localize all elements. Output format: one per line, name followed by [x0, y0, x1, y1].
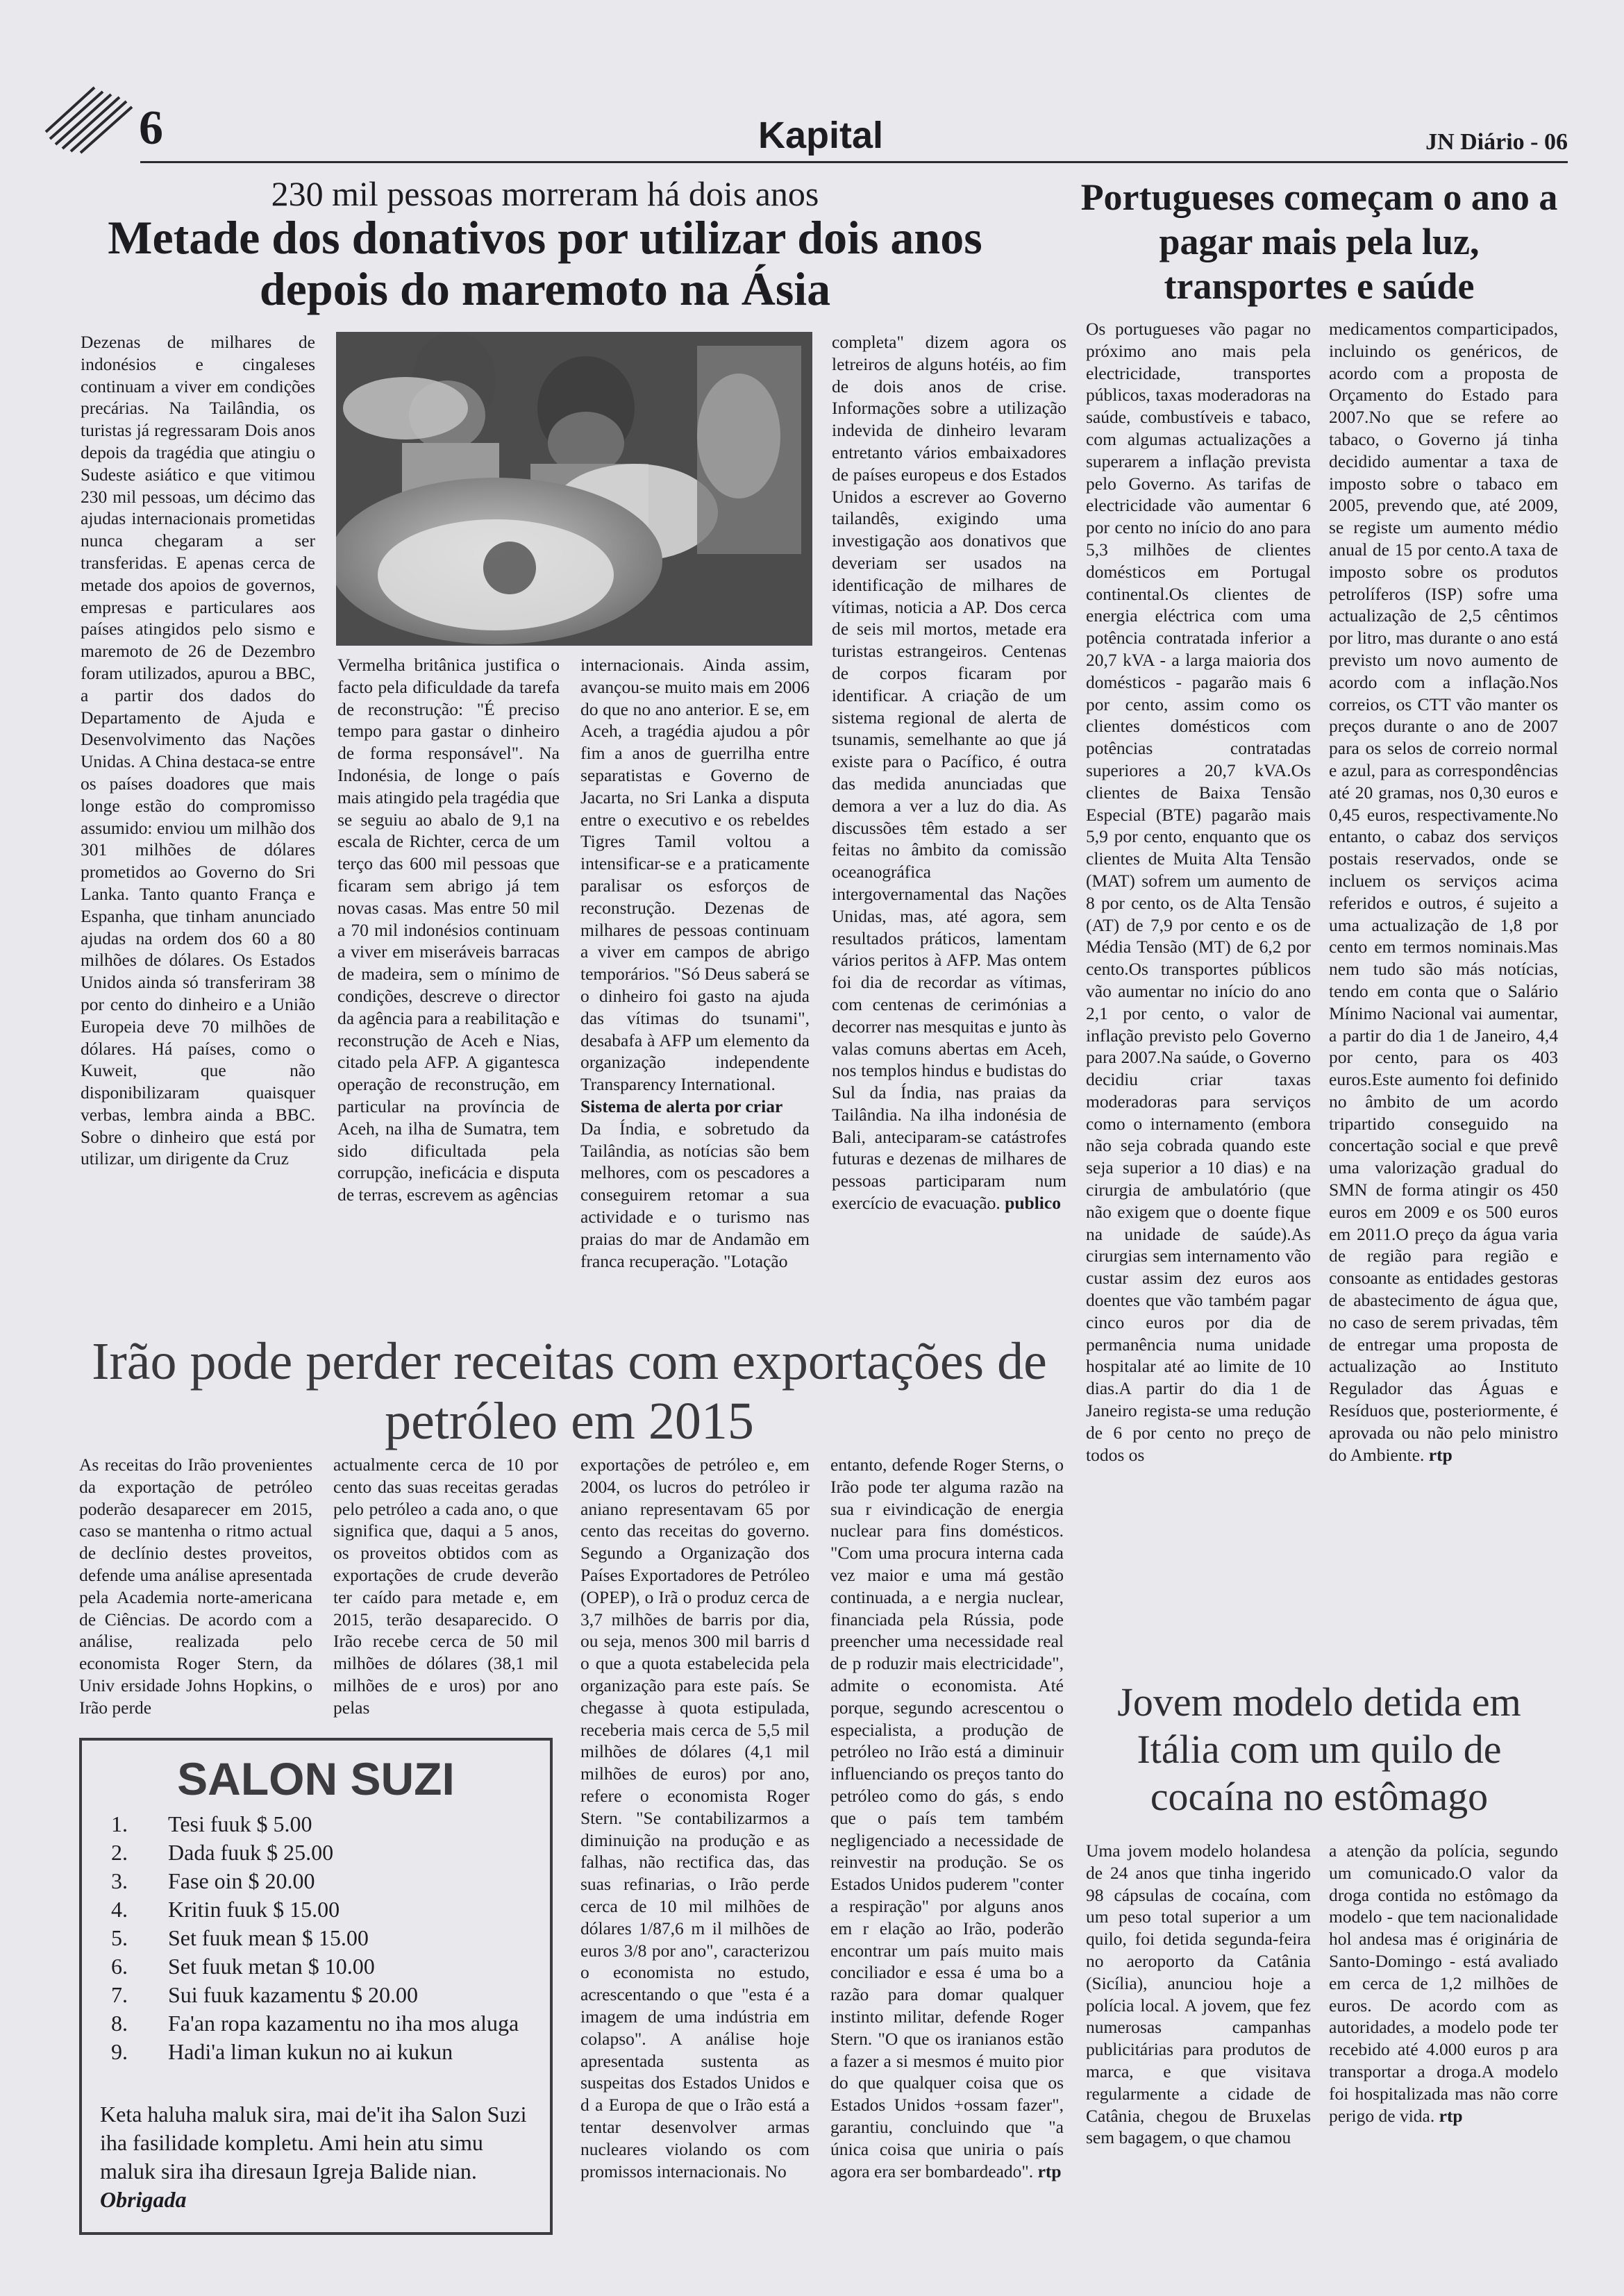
issue-label: JN Diário - 06: [1425, 129, 1568, 155]
article1-column-1: [81, 331, 315, 1170]
ad-thanks: Obrigada: [100, 2187, 187, 2212]
ad-title: SALON SUZI: [177, 1753, 455, 1804]
article1-column-3: [580, 654, 810, 1272]
article2-col2-text: actualmente cerca de 10 por cento das suas receitas geradas pelo petróleo a cada ano, o que significa que, daqui a 5 anos, os proveitos obtidos com as exportações de crude deverão ter caído para metade e, em 2015, terão desaparecido. O Irão recebe cerca de 50 mil milhões de dólares (38,1 mil milhões de e uros) por ano pelas: [333, 1455, 558, 1718]
article1-signature: publico: [1005, 1193, 1061, 1214]
article3-column-1: [1086, 318, 1311, 1466]
article4-column-2: [1329, 1840, 1558, 2127]
article3-col1-text: Os portugueses vão pagar no próximo ano mais pela electricidade, transportes públicos, taxas moderadoras na saúde, combustíveis e tabaco, com algumas actualizações a superarem a inflação prevista pelo Governo. As tarifas de electricidade vão aumentar 6 por cento no início do ano para 5,3 milhões de clientes domésticos em Portugal continental.Os clientes de energia eléctrica com uma potência contratada inferior a 20,7 kVA - a larga maioria dos domésticos - pagarão mais 6 por cento, assim como os clientes domésticos com potências contratadas superiores a 20,7 kVA.Os clientes de Baixa Tensão Especial (BTE) pagarão mais 5,9 por cento, enquanto que os clientes de Muita Alta Tensão (MAT) sofrem um aumento de 8 por cento, os de Alta Tensão (AT) de 7,9 por cento e os de Média Tensão (MT) de 6,2 por cento.Os transportes públicos vão aumentar no início do ano 2,1 por cento, o valor de inflação previsto pelo Governo para 2007.Na saúde, o Governo decidiu criar taxas moderadoras para serviços como o internamento (embora não seja cobrada quando este seja superior a 10 dias) e na cirurgia de ambulatório (que não exigem que o doente fique na unidade de saúde).As cirurgias sem internamento vão custar assim dez euros aos doentes que vão também pagar cinco euros por dia de permanência numa unidade hospitalar até ao limite de 10 dias.A partir do dia 1 de Janeiro regista-se uma redução de 6 por cento no preço de todos os: [1086, 319, 1311, 1465]
ad-item: 9. Hadi'a liman kukun no ai kukun: [111, 2039, 453, 2064]
article2-col1-text: As receitas do Irão provenientes da exportação de petróleo poderão desaparecer em 2015, caso se mantenha o ritmo actual de declínio destes proveitos, defende uma análise apresentada pela Academia norte-americana de Ciências. De acordo com a análise, realizada pelo economista Roger Stern, da Univ ersidade Johns Hopkins, o Irão perde: [79, 1455, 312, 1718]
hatch-logo-icon: [43, 83, 147, 160]
article4-signature: rtp: [1439, 2105, 1463, 2126]
article2-headline: Irão pode perder receitas com exportações de petróleo em 2015: [92, 1332, 1047, 1450]
ad-item: 1. Tesi fuuk $ 5.00: [111, 1811, 312, 1836]
photo-children-eating-icon: [336, 332, 812, 646]
article1-col3-text: internacionais. Ainda assim, avançou-se muito mais em 2006 do que no ano anterior. E se, em Aceh, a tragédia ajudou a pôr fim a anos de guerrilha entre separatistas e Governo de Jacarta, no Sri Lanka a disputa entre o executivo e os rebeldes Tigres Tamil voltou a intensificar-se e a praticamente paralisar os esforços de reconstrução. Dezenas de milhares de pessoas continuam a viver em campos de abrigo temporários. "Só Deus saberá se o dinheiro foi gasto na ajuda das vítimas do tsunami", desabafa à AFP um elemento da organização independente Transparency International.: [580, 655, 810, 1095]
ad-item: 2. Dada fuuk $ 25.00: [111, 1840, 334, 1865]
section-title: Kapital: [758, 115, 884, 156]
article1-subhead: Sistema de alerta por criar: [580, 1096, 783, 1116]
article1-headline: Metade dos donativos por utilizar dois anos depois do maremoto na Ásia: [108, 211, 982, 315]
ad-price-list: [99, 1810, 543, 2066]
article2-col3-text: exportações de petróleo e, em 2004, os lucros do petróleo ir aniano representavam 65 por cento das receitas do governo. Segundo a Organização dos Países Exportadores de Petróleo (OPEP), o Irã o produz cerca de 3,7 milhões de barris por dia, ou seja, menos 300 mil barris d o que a quota estabelecida pela organização para este país. Se chegasse à quota estipulada, receberia mais cerca de 5,5 mil milhões de dólares (4,1 mil milhões de euros) por ano, refere o economista Roger Stern. "Se contabilizarmos a diminuição na produção e as falhas, não rectifica das, das suas refinarias, o Irão perde cerca de 10 mil milhões de dólares 1/87,6 m il milhões de euros 3/8 por ano", caracterizou o economista no estudo, acrescentando o que "esta é a imagem de uma indústria em colapso". A análise hoje apresentada sustenta as suspeitas dos Estados Unidos e d a Europa de que o Irão está a tentar desenvolver armas nucleares violando os com promissos internacionais. No: [580, 1455, 810, 2181]
article4-headline: Jovem modelo detida em Itália com um quilo de cocaína no estômago: [1117, 1679, 1521, 1819]
ad-item: 8. Fa'an ropa kazamentu no iha mos aluga: [111, 2011, 519, 2036]
article1-col2-text: Vermelha britânica justifica o facto pela dificuldade da tarefa de reconstrução: "É preciso tempo para gastar o dinheiro de forma responsável". Na Indonésia, de longe o país mais atingido pela tragédia que se seguiu ao abalo de 9,1 na escala de Richter, cerca de um terço das 600 mil pessoas que ficaram sem abrigo já tem novas casas. Mas entre 50 mil a 70 mil indonésios continuam a viver em miseráveis barracas de madeira, sem o mínimo de condições, descreve o director da agência para a reabilitação e reconstrução de Aceh e Nias, citado pela AFP. A gigantesca operação de reconstrução, em particular na província de Aceh, na ilha de Sumatra, tem sido dificultada pela corrupção, ineficácia e disputa de terras, escrevem as agências: [337, 655, 560, 1205]
ad-item: 5. Set fuuk mean $ 15.00: [111, 1925, 369, 1950]
ad-item: 6. Set fuuk metan $ 10.00: [111, 1954, 375, 1979]
ad-item: 4. Kritin fuuk $ 15.00: [111, 1897, 340, 1922]
header-rule: [140, 161, 1568, 163]
ad-item: 7. Sui fuuk kazamentu $ 20.00: [111, 1982, 418, 2007]
page-number: 6: [139, 101, 163, 155]
article1-column-4: [832, 331, 1066, 1214]
article2-col4-text: entanto, defende Roger Sterns, o Irão pode ter alguma razão na sua r eivindicação de energia nuclear para fins domésticos. "Com uma procura interna cada vez maior e uma má gestão continuada, a e nergia nuclear, financiada pela Rússia, pode preencher uma necessidade real de p roduzir mais electricidade", admite o economista. Até porque, segundo acrescentou o especialista, a produção de petróleo no Irão está a diminuir influenciando os preços tanto do petróleo como do gás, s endo que o país tem também negligenciado a necessidade de reinvestir na produção. Se os Estados Unidos puderem "conter a respiração" por alguns anos em r elação ao Irão, poderão encontrar um país muito mais conciliador e essa é uma bo a razão para domar qualquer instinto militar, defende Roger Stern. "O que os iranianos estão a fazer a si mesmos é muito pior do que qualquer coisa que os Estados Unidos +ossam fazer", garantiu, concluindo que "a única coisa que uniria o país agora era ser bombardeado". rtp: [830, 1455, 1064, 2181]
article3-col2-text: medicamentos comparticipados, incluindo os genéricos, de acordo com a proposta de Orçamento do Estado para 2007.No que se refere ao tabaco, o Governo já tinha decidido aumentar a taxa de imposto sobre o tabaco em 2005, prevendo que, até 2009, se registe um aumento médio anual de 15 por cento.A taxa de imposto sobre os produtos petrolíferos (ISP) sofre uma actualização de 2,5 cêntimos por litro, mas durante o ano está previsto um novo aumento de acordo com a inflação.Nos correios, os CTT vão manter os preços durante o ano de 2007 para os selos de correio normal e azul, para as correspondências até 20 gramas, nos 0,30 euros e 0,45 euros, respectivamente.No entanto, o cabaz dos serviços postais reservados, onde se incluem os serviços acima referidos e outros, é sujeito a uma actualização de 1,8 por cento em termos nominais.Mas nem tudo são más notícias, tendo em conta que o Salário Mínimo Nacional vai aumentar, a partir do dia 1 de Janeiro, 4,4 por cento, para os 403 euros.Este aumento foi definido no âmbito de um acordo tripartido conseguido na concertação social e que prevê uma valorização gradual do SMN de forma atingir os 450 euros em 2009 e os 500 euros em 2011.O preço da água varia de região para região e consoante as entidades gestoras de abastecimento de água que, no caso de serem privadas, têm de entregar uma proposta de actualização ao Instituto Regulador das Águas e Resíduos que, posteriormente, é aprovada ou não pelo ministro do Ambiente. rtp: [1329, 319, 1558, 1465]
article4-col1-text: Uma jovem modelo holandesa de 24 anos que tinha ingerido 98 cápsulas de cocaína, com um peso total superior a um quilo, foi detida segunda-feira no aeroporto da Catânia (Sicília), anunciou hoje a polícia local. A jovem, que fez numerosas campanhas publicitárias para produtos de marca, e que visitava regularmente a cidade de Catânia, chegou de Bruxelas sem bagagem, o que chamou: [1086, 1841, 1311, 2148]
article2-column-3: [580, 1454, 810, 2182]
article3-signature: rtp: [1428, 1444, 1453, 1465]
article3-column-2: [1329, 318, 1558, 1466]
page-header: [43, 76, 1568, 163]
article4-col2-text: a atenção da polícia, segundo um comunicado.O valor da droga contida no estômago da modelo - que tem nacionalidade hol andesa mas é originária de Santo-Domingo - está avaliado em cerca de 1,2 milhões de euros. De acordo com as autoridades, a modelo pode ter recebido até 4.000 euros p ara transportar a droga.A modelo foi hospitalizada mas não corre perigo de vida. rtp: [1329, 1841, 1558, 2126]
article2-signature: rtp: [1037, 2161, 1062, 2181]
article1-kicker: 230 mil pessoas morreram há dois anos: [271, 174, 819, 213]
ad-item: 3. Fase oin $ 20.00: [111, 1868, 315, 1893]
ad-note: Keta haluha maluk sira, mai de'it iha Salon Suzi iha fasilidade kompletu. Ami hein atu simu maluk sira iha diresaun Igreja Balide nian. Obrigada: [100, 2102, 527, 2212]
article2-column-2: [333, 1454, 558, 1719]
article1-col4-text: completa" dizem agora os letreiros de alguns hotéis, ao fim de dois anos de crise. Informações sobre a utilização indevida de dinheiro levaram entretanto vários embaixadores de países europeus e dos Estados Unidos a escrever ao Governo tailandês, exigindo uma investigação aos donativos que deveriam ser usados na identificação de milhares de vítimas, noticia a AP. Dos cerca de seis mil mortos, metade era turistas estrangeiros. Centenas de corpos ficaram por identificar. A criação de um sistema regional de alerta de tsunamis, semelhante ao que já existe para o Pacífico, é outra das medida anunciadas que demora a ver a luz do dia. As discussões têm estado a ser feitas no âmbito da comissão oceanográfica intergovernamental das Nações Unidas, mas, até agora, sem resultados práticos, lamentam vários peritos à AFP. Mas ontem foi dia de recordar as vítimas, com centenas de cerimónias a decorrer nas mesquitas e junto às valas comuns abertas em Aceh, nos templos hindus e budistas do Sul da Índia, nas praias da Tailândia. Na ilha indonésia de Bali, anteciparam-se catástrofes futuras e dezenas de milhares de pessoas participaram num exercício de evacuação. publico: [832, 332, 1066, 1214]
article4-column-1: [1086, 1840, 1311, 2149]
article1-column-2: [337, 654, 560, 1206]
article1-col1-text: Dezenas de milhares de indonésios e cingaleses continuam a viver em condições precárias. Na Tailândia, os turistas já regressaram Dois anos depois da tragédia que atingiu o Sudeste asiático e que vitimou 230 mil pessoas, um décimo das ajudas internacionais prometidas nunca chegaram a ser transferidas. E apenas cerca de metade dos apoios de governos, empresas e particulares aos países atingidos pelo sismo e maremoto de 26 de Dezembro foram utilizados, apurou a BBC, a partir dos dados do Departamento de Ajuda e Desenvolvimento das Nações Unidas. A China destaca-se entre os países doadores que mais longe estão do compromisso assumido: enviou um milhão dos 301 milhões de dólares prometidos ao Governo do Sri Lanka. Tanto quanto França e Espanha, que tinham anunciado ajudas na ordem dos 60 a 80 milhões de dólares. Os Estados Unidos ainda só transferiram 38 por cento do dinheiro e a União Europeia deve 70 milhões de dólares. Há países, como o Kuweit, que não disponibilizaram quaisquer verbas, lembra ainda a BBC. Sobre o dinheiro que está por utilizar, um dirigente da Cruz: [81, 332, 315, 1169]
article3-headline: Portugueses começam o ano a pagar mais pela luz, transportes e saúde: [1080, 176, 1558, 307]
article2-column-1: [79, 1454, 312, 1719]
article1-col3b-text: Da Índia, e sobretudo da Tailândia, as notícias são bem melhores, com os pescadores a conseguirem retomar a sua actividade e o turismo nas praias do mar de Andamão em franca recuperação. "Lotação: [580, 1118, 810, 1271]
salon-ad: [79, 1738, 553, 2235]
article2-column-4: [830, 1454, 1064, 2182]
